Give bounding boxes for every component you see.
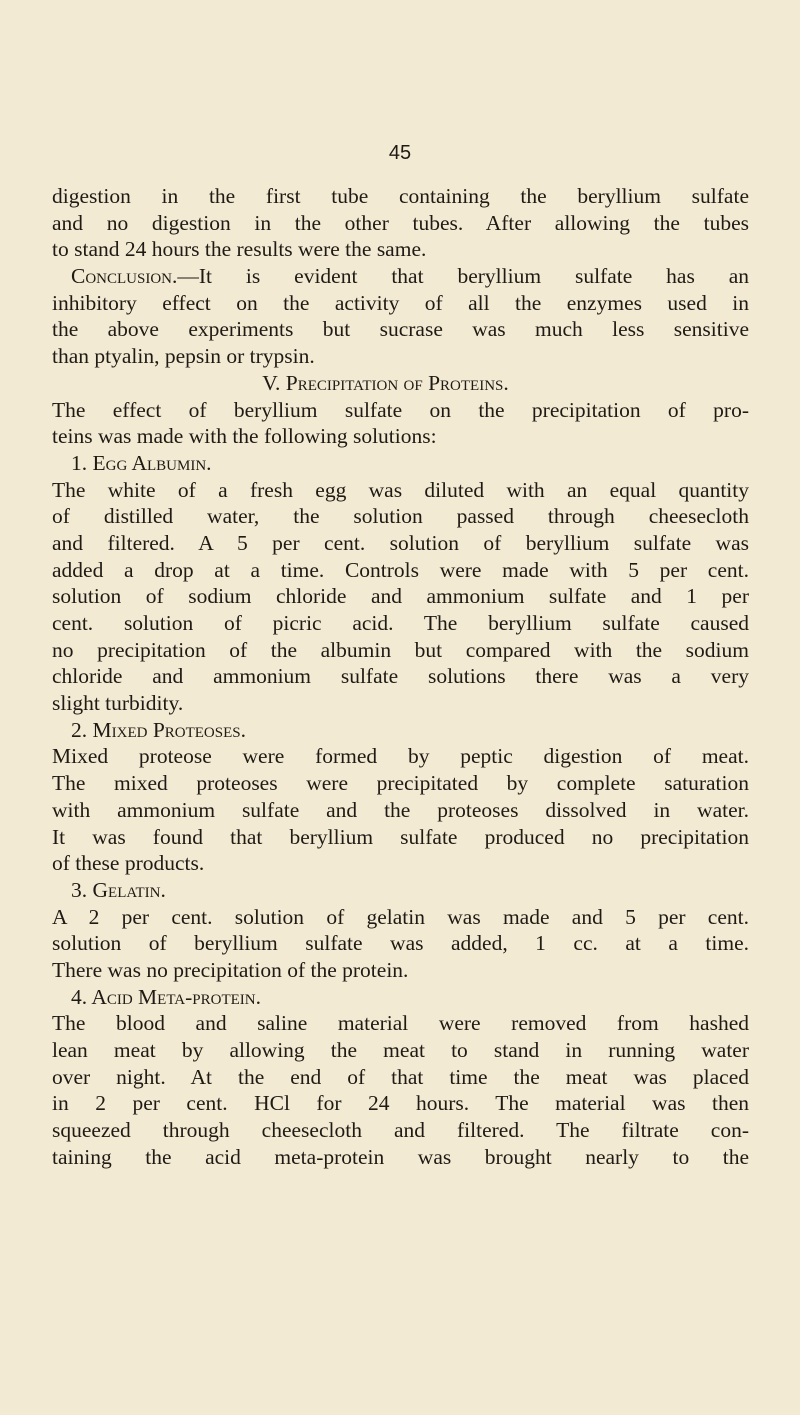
text-line: of distilled water, the solution passed through cheesecloth [52,504,749,529]
text-line: Mixed proteose were formed by peptic digestion of meat. [52,744,749,769]
subheading-acid-meta-protein: 4. Acid Meta-protein. [71,984,261,1009]
subheading-egg-albumin: 1. Egg Albumin. [71,450,212,475]
text-line: The mixed proteoses were precipitated by complete saturation [52,771,749,796]
text-line: digestion in the first tube containing the beryllium sulfate [52,184,749,208]
text-line: squeezed through cheesecloth and filtered. The filtrate con- [52,1118,749,1143]
text-line: and no digestion in the other tubes. After allowing the tubes [52,210,749,235]
section-heading: V. Precipitation of Proteins. [262,370,509,395]
text-line: of these products. [52,851,205,876]
text-line: It was found that beryllium sulfate produced no precipitation [52,824,749,849]
page-number: 45 [388,142,412,164]
text-line: cent. solution of picric acid. The beryllium sulfate caused [52,611,749,635]
text-line: taining the acid meta-protein was brought nearly to the [52,1144,749,1169]
text-line: with ammonium sulfate and the proteoses dissolved in water. [52,797,749,822]
conclusion-text: —It is evident that beryllium sulfate has an [177,264,749,289]
conclusion-line [52,263,749,290]
text-line: to stand 24 hours the results were the same. [52,237,427,262]
text-line: added a drop at a time. Controls were made with 5 per cent. [52,557,749,582]
body-text [52,183,749,1170]
text-line: than ptyalin, pepsin or trypsin. [52,344,315,369]
text-line: teins was made with the following solutions: [52,424,437,449]
text-line: inhibitory effect on the activity of all the enzymes used in [52,290,749,315]
text-line: The blood and saline material were removed from hashed [52,1011,749,1036]
text-line: and filtered. A 5 per cent. solution of beryllium sulfate was [52,530,749,555]
text-line: The white of a fresh egg was diluted with an equal quantity [52,477,749,502]
text-line: no precipitation of the albumin but compared with the sodium [52,637,749,662]
text-line: There was no precipitation of the protein. [52,957,409,982]
text-line: in 2 per cent. HCl for 24 hours. The material was then [52,1091,749,1116]
subheading-gelatin: 3. Gelatin. [71,877,166,902]
conclusion-label: Conclusion. [71,264,178,289]
text-line: the above experiments but sucrase was much less sensitive [52,317,749,342]
text-line: chloride and ammonium sulfate solutions there was a very [52,664,749,689]
text-line: slight turbidity. [52,691,184,716]
text-line: solution of sodium chloride and ammonium sulfate and 1 per [52,584,749,609]
text-line: lean meat by allowing the meat to stand in running water [52,1038,749,1062]
subheading-mixed-proteoses: 2. Mixed Proteoses. [71,717,246,742]
text-line: The effect of beryllium sulfate on the precipitation of pro- [52,397,749,422]
text-line: over night. At the end of that time the meat was placed [52,1064,749,1089]
text-line: A 2 per cent. solution of gelatin was made and 5 per cent. [52,904,749,929]
text-line: solution of beryllium sulfate was added, 1 cc. at a time. [52,931,749,956]
